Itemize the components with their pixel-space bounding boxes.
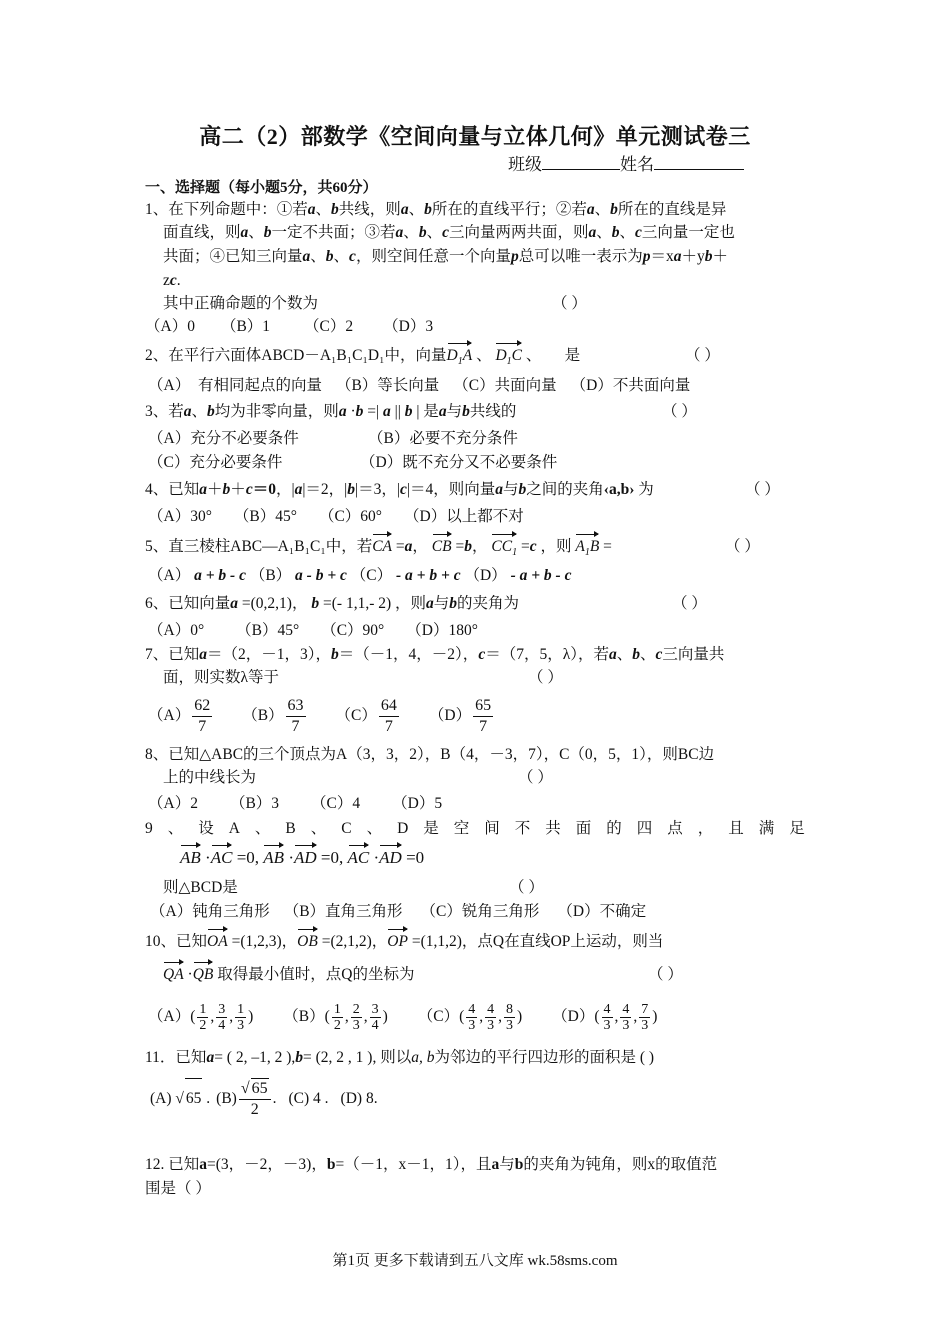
q4-answer-paren[interactable]: （ ）: [745, 481, 780, 498]
q11-option-d[interactable]: (D) 8.: [340, 1090, 378, 1107]
q9-option-b[interactable]: （B）直角三角形: [283, 903, 403, 920]
q1-line2: 面直线，则a、b一定不共面；③若a、b、c三向量两两共面，则a、b、c三向量一定也: [163, 224, 735, 241]
q6-option-d[interactable]: （D）180°: [406, 622, 478, 639]
page-footer: 第1页 更多下载请到五八文库 wk.58sms.com: [332, 1253, 618, 1269]
q4-option-a[interactable]: （A）30°: [148, 508, 212, 525]
q5-answer-paren[interactable]: （ ）: [725, 538, 760, 555]
q1-option-a[interactable]: （A）0: [145, 318, 195, 335]
q8-line2: 上的中线长为: [163, 769, 257, 786]
q10-option-c[interactable]: （C）( $\frac{4}{3}$ , $\frac{4}{3}$ , $\frac{8}{3}$ ): [417, 1001, 523, 1033]
q7-answer-paren[interactable]: （ ）: [528, 669, 563, 686]
q9-option-a[interactable]: （A）钝角三角形: [150, 903, 270, 920]
q10-option-a[interactable]: （A）( $\frac{1}{2}$ , $\frac{3}{4}$ , $\frac{1}{3}$ ): [148, 1001, 254, 1033]
q1-line1: 1、在下列命题中：①若a、b共线，则a、b所在的直线平行；②若a、b所在的直线是异: [145, 201, 727, 218]
q3-answer-paren[interactable]: （ ）: [662, 403, 697, 420]
q9-condition: AB ·AC =0, AB ·AD =0, AC ·AD =0: [180, 848, 425, 867]
q9-answer-paren[interactable]: （ ）: [509, 879, 544, 896]
q5-option-d[interactable]: （D） - a + b - c: [464, 567, 572, 584]
q7-line2: 面，则实数λ等于: [163, 669, 280, 686]
q2-options: [148, 376, 690, 396]
q6-options: [148, 621, 478, 641]
q11-option-a[interactable]: (A) √ 65 .: [150, 1090, 210, 1107]
q3-line1: 3、若a、b均为非零向量，则a ·b =| a || b | 是a与b共线的: [145, 403, 517, 420]
q9-option-d[interactable]: （D）不确定: [557, 903, 647, 920]
q8-option-d[interactable]: （D）5: [392, 795, 443, 812]
q2-option-b[interactable]: （B）等长向量: [335, 377, 440, 394]
q5-option-a[interactable]: （A） a + b - c: [148, 567, 250, 584]
q4-line1: 4、已知a＋b＋c＝0，|a|＝2，|b|＝3，|c|＝4，则向量a与b之间的夹角‹a,b› 为: [145, 481, 654, 498]
q6-option-b[interactable]: （B）45°: [236, 622, 300, 639]
q9-stem: 则△BCD是: [163, 879, 238, 896]
q9-options: [150, 902, 646, 922]
q8-answer-paren[interactable]: （ ）: [518, 769, 553, 786]
q7-options: [148, 695, 495, 737]
q3-option-d[interactable]: （D）既不充分又不必要条件: [360, 454, 558, 471]
q12-line2: 围是（ ）: [145, 1180, 211, 1197]
q5-options: [148, 566, 571, 586]
page-title: 高二（2）部数学《空间向量与立体几何》单元测试卷三: [199, 124, 751, 149]
class-label: 班级: [508, 155, 542, 174]
q1-option-d[interactable]: （D）3: [383, 318, 434, 335]
q6-option-c[interactable]: （C）90°: [321, 622, 385, 639]
q7-option-b[interactable]: （B） $\frac{63}{7}$: [242, 696, 304, 735]
q6-line1: 6、已知向量a =(0,2,1)， b =(- 1,1,- 2) ，则a与b的夹角为: [145, 595, 520, 612]
q10-option-b[interactable]: （B）( $\frac{1}{2}$ , $\frac{2}{3}$ , $\frac{3}{4}$ ): [283, 1001, 388, 1033]
q3-option-c[interactable]: （C）充分必要条件: [148, 454, 283, 471]
q10-line2: QA ·QB 取得最小值时，点Q的坐标为: [163, 966, 415, 983]
q1-option-b[interactable]: （B）1: [220, 318, 271, 335]
q6-answer-paren[interactable]: （ ）: [672, 595, 707, 612]
q10-option-d[interactable]: （D）( $\frac{4}{3}$ , $\frac{4}{3}$ , $\frac{7}{3}$ ): [552, 1001, 658, 1033]
q2-answer-paren[interactable]: （ ）: [685, 347, 720, 364]
q5-option-c[interactable]: （C） - a + b + c: [350, 567, 465, 584]
q1-options: [145, 317, 433, 337]
name-blank[interactable]: [654, 154, 744, 170]
q8-options: [148, 794, 442, 814]
q2-option-c[interactable]: （C）共面向量: [453, 377, 557, 394]
class-blank[interactable]: [542, 154, 620, 170]
q7-line1: 7、已知a＝（2，－1，3），b＝（－1，4，－2），c＝（7，5，λ），若a、b、c三向量共: [145, 646, 725, 663]
q7-option-a[interactable]: （A） $\frac{62}{7}$: [148, 696, 211, 735]
q5-line1: 5、直三棱柱ABC—A₁B₁C₁中，若CA =a， CB =b， $CC_1 =c$ ，则 $A_1B$ =: [145, 537, 612, 563]
q2-option-d[interactable]: （D）不共面向量: [570, 377, 691, 394]
q1-option-c[interactable]: （C）2: [304, 318, 354, 335]
q3-option-b[interactable]: （B）必要不充分条件: [368, 430, 518, 447]
q4-option-c[interactable]: （C）60°: [318, 508, 382, 525]
q2-line1: 2、在平行六面体ABCD－A₁B₁C₁D₁中，向量$D_1A$ 、 $D_1C$ 、 是: [145, 346, 580, 372]
q8-option-b[interactable]: （B）3: [229, 795, 280, 812]
q8-line1: 8、已知△ABC的三个顶点为A（3，3，2），B（4，－3，7），C（0，5，1），则BC边: [145, 746, 715, 763]
q1-stem: 其中正确命题的个数为: [163, 295, 319, 312]
q4-option-d[interactable]: （D）以上都不对: [404, 508, 524, 525]
q2-option-a[interactable]: （A） 有相同起点的向量: [148, 377, 322, 394]
q11-option-c[interactable]: (C) 4 .: [288, 1090, 329, 1107]
q3-option-a[interactable]: （A）充分不必要条件: [148, 430, 299, 447]
q11-line1: 11．已知a= ( 2, –1, 2 ),b= (2, 2 , 1 ), 则以a, b为邻边的平行四边形的面积是 ( ): [145, 1049, 655, 1066]
q7-option-c[interactable]: （C） $\frac{64}{7}$: [335, 696, 397, 735]
q1-line4: zc.: [163, 272, 181, 289]
q5-option-b[interactable]: （B） a - b + c: [249, 567, 351, 584]
name-label: 姓名: [620, 155, 654, 174]
q4-options: [148, 507, 524, 527]
class-name-line: [508, 150, 744, 175]
q1-line3: 共面；④已知三向量a、b、c，则空间任意一个向量p总可以唯一表示为p＝xa＋yb＋: [163, 248, 729, 265]
q8-option-a[interactable]: （A）2: [148, 795, 198, 812]
q11-options: [150, 1078, 378, 1120]
q10-options: [148, 1000, 657, 1034]
q11-option-b[interactable]: (B) $\frac{√ 65}{2}$ .: [216, 1080, 277, 1119]
q10-answer-paren[interactable]: （ ）: [648, 966, 683, 983]
section-heading: 一、选择题（每小题5分，共60分）: [145, 180, 378, 196]
q9-option-c[interactable]: （C）锐角三角形: [420, 903, 540, 920]
q6-option-a[interactable]: （A）0°: [148, 622, 205, 639]
q9-line1: 9 、 设 A 、 B 、 C 、 D 是 空 间 不 共 面 的 四 点 ， 且 满 足: [145, 820, 805, 837]
q7-option-d[interactable]: （D） $\frac{65}{7}$: [428, 696, 492, 735]
q8-option-c[interactable]: （C）4: [311, 795, 361, 812]
q4-option-b[interactable]: （B）45°: [233, 508, 297, 525]
q10-line1: 10、已知OA =(1,2,3)，OB =(2,1,2)，OP =(1,1,2)，点Q在直线OP上运动，则当: [145, 933, 664, 950]
q1-answer-paren[interactable]: （ ）: [552, 295, 587, 312]
q12-line1: 12. 已知a=(3，－2，－3)，b=（－1，x－1，1），且a与b的夹角为钝角，则x的取值范: [145, 1156, 718, 1173]
